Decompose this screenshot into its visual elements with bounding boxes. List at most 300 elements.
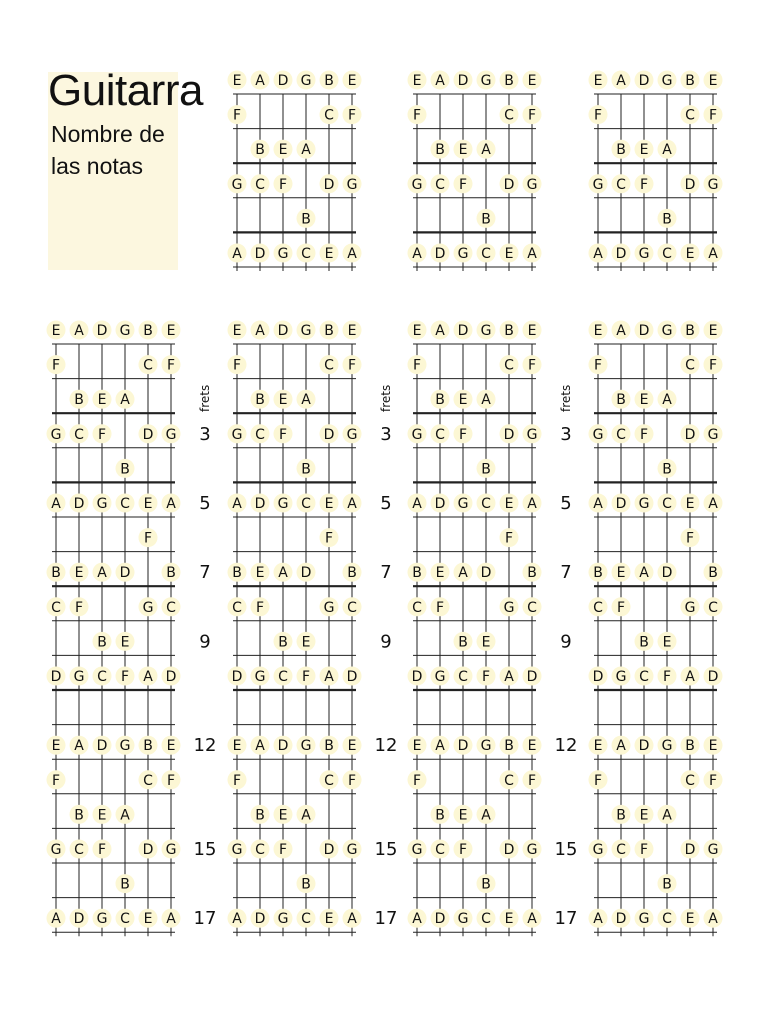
top-fretboard-2 <box>408 71 542 272</box>
note-label: A <box>527 911 537 928</box>
note-label: G <box>661 323 673 339</box>
note-label: F <box>301 669 311 685</box>
note-label: F <box>708 357 718 374</box>
note-label: A <box>593 496 603 512</box>
note-label: E <box>347 738 357 755</box>
note-label: A <box>616 323 626 339</box>
subtitle-line-1: Nombre de <box>51 121 165 147</box>
note-label: C <box>166 599 176 616</box>
fret-number: 17 <box>554 908 578 930</box>
note-label: G <box>434 669 446 685</box>
note-label: B <box>481 876 491 893</box>
note-label: C <box>662 246 672 262</box>
note-label: F <box>639 426 649 443</box>
fret-number: 7 <box>199 562 211 584</box>
note-label: E <box>593 738 603 755</box>
note-label: A <box>435 323 445 339</box>
note-label: C <box>504 357 514 374</box>
note-label: F <box>527 772 537 789</box>
note-label: A <box>74 323 84 339</box>
note-label: D <box>526 669 538 685</box>
note-label: E <box>324 911 334 928</box>
note-label: G <box>119 323 131 339</box>
note-label: E <box>51 323 61 339</box>
note-label: E <box>593 73 603 89</box>
note-label: B <box>301 461 311 478</box>
note-label: D <box>503 842 515 858</box>
frets-label: frets <box>559 384 573 412</box>
note-label: C <box>616 176 626 193</box>
note-label: G <box>300 323 312 339</box>
note-label: G <box>592 842 604 858</box>
note-label: A <box>708 911 718 928</box>
note-label: F <box>232 107 242 124</box>
top-fretboard-3 <box>589 71 723 272</box>
note-label: E <box>639 807 649 824</box>
note-label: C <box>458 669 468 685</box>
note-label: B <box>324 738 334 755</box>
note-label: A <box>232 911 242 928</box>
note-label: A <box>662 392 672 409</box>
note-label: F <box>232 772 242 789</box>
note-label: D <box>142 426 154 443</box>
note-label: E <box>166 323 176 339</box>
note-label: D <box>277 73 289 89</box>
note-label: E <box>616 565 626 582</box>
note-label: F <box>708 107 718 124</box>
note-label: G <box>300 738 312 755</box>
note-label: G <box>50 426 62 443</box>
note-label: B <box>143 323 153 339</box>
note-label: D <box>165 669 177 685</box>
note-label: A <box>51 911 61 928</box>
note-label: A <box>481 392 491 409</box>
note-label: A <box>412 496 422 512</box>
note-label: C <box>143 357 153 374</box>
note-label: G <box>119 738 131 755</box>
note-label: E <box>278 392 288 409</box>
note-label: C <box>324 772 334 789</box>
note-label: D <box>684 176 696 193</box>
note-label: G <box>411 176 423 193</box>
note-label: C <box>301 246 311 262</box>
note-label: F <box>166 772 176 789</box>
note-label: F <box>616 599 626 616</box>
note-label: F <box>639 176 649 193</box>
note-label: G <box>638 246 650 262</box>
fret-number: 12 <box>193 735 217 757</box>
note-label: B <box>481 461 491 478</box>
note-label: E <box>504 911 514 928</box>
fret-number: 9 <box>199 631 211 653</box>
note-label: B <box>504 323 514 339</box>
note-label: B <box>616 392 626 409</box>
note-label: C <box>662 496 672 512</box>
note-label: C <box>232 599 242 616</box>
note-label: B <box>255 142 265 159</box>
note-label: E <box>435 565 445 582</box>
note-label: F <box>708 772 718 789</box>
note-label: C <box>412 599 422 616</box>
note-label: G <box>526 426 538 443</box>
fret-number: 7 <box>380 562 392 584</box>
note-label: B <box>97 634 107 651</box>
note-label: C <box>527 599 537 616</box>
note-label: B <box>593 565 603 582</box>
note-label: D <box>96 323 108 339</box>
note-label: A <box>255 738 265 755</box>
note-label: A <box>278 565 288 582</box>
note-label: D <box>684 842 696 858</box>
note-label: E <box>504 246 514 262</box>
note-label: E <box>685 246 695 262</box>
note-label: G <box>457 246 469 262</box>
note-label: E <box>708 323 718 339</box>
note-label: E <box>458 142 468 159</box>
note-label: B <box>685 738 695 755</box>
note-label: B <box>435 142 445 159</box>
note-label: E <box>143 496 153 512</box>
note-label: E <box>166 738 176 755</box>
note-label: D <box>254 246 266 262</box>
note-label: B <box>120 461 130 478</box>
note-label: B <box>435 807 445 824</box>
note-label: F <box>504 530 514 547</box>
note-label: D <box>434 911 446 928</box>
note-label: E <box>527 73 537 89</box>
fret-number: 15 <box>554 839 578 860</box>
note-label: E <box>708 73 718 89</box>
note-label: E <box>412 323 422 339</box>
note-label: D <box>638 323 650 339</box>
note-label: E <box>347 73 357 89</box>
top-fretboard-1 <box>228 71 362 272</box>
note-label: G <box>231 426 243 443</box>
frets-label: frets <box>198 384 212 412</box>
note-label: A <box>97 565 107 582</box>
note-label: F <box>278 426 288 443</box>
note-label: D <box>707 669 719 685</box>
note-label: F <box>97 842 107 858</box>
note-label: F <box>527 357 537 374</box>
note-label: C <box>143 772 153 789</box>
note-label: C <box>504 772 514 789</box>
fret-number: 5 <box>199 493 211 514</box>
note-label: C <box>255 426 265 443</box>
note-label: G <box>638 496 650 512</box>
note-label: D <box>346 669 358 685</box>
note-label: A <box>639 565 649 582</box>
note-label: C <box>481 496 491 512</box>
fret-number: 15 <box>374 839 398 860</box>
note-label: A <box>347 496 357 512</box>
note-label: G <box>480 738 492 755</box>
note-label: D <box>615 911 627 928</box>
note-label: F <box>347 357 357 374</box>
note-label: E <box>301 634 311 651</box>
note-label: E <box>458 807 468 824</box>
note-label: D <box>503 176 515 193</box>
note-label: G <box>73 669 85 685</box>
note-label: G <box>457 911 469 928</box>
note-label: C <box>51 599 61 616</box>
note-label: D <box>277 738 289 755</box>
note-label: D <box>73 911 85 928</box>
note-label: A <box>324 669 334 685</box>
subtitle-line-2: las notas <box>51 153 144 179</box>
note-label: D <box>254 496 266 512</box>
note-label: E <box>232 73 242 89</box>
note-label: B <box>347 565 357 582</box>
note-label: A <box>616 73 626 89</box>
note-label: E <box>324 246 334 262</box>
note-label: C <box>97 669 107 685</box>
note-label: D <box>73 496 85 512</box>
fret-number: 17 <box>374 908 398 930</box>
note-label: G <box>142 599 154 616</box>
note-label: B <box>324 73 334 89</box>
note-label: E <box>278 142 288 159</box>
note-label: C <box>120 496 130 512</box>
note-label: A <box>347 911 357 928</box>
note-label: E <box>232 323 242 339</box>
full-fretboard-4 <box>589 321 723 937</box>
note-label: G <box>96 911 108 928</box>
note-label: D <box>323 426 335 443</box>
note-label: B <box>255 392 265 409</box>
note-label: G <box>503 599 515 616</box>
note-label: C <box>301 496 311 512</box>
note-label: D <box>96 738 108 755</box>
note-label: D <box>457 323 469 339</box>
note-label: B <box>662 211 672 228</box>
note-label: B <box>458 634 468 651</box>
note-label: G <box>346 426 358 443</box>
note-label: G <box>457 496 469 512</box>
note-label: F <box>232 357 242 374</box>
note-label: E <box>458 392 468 409</box>
note-label: B <box>685 323 695 339</box>
note-label: A <box>255 323 265 339</box>
note-label: C <box>74 842 84 858</box>
note-label: B <box>527 565 537 582</box>
note-label: G <box>254 669 266 685</box>
note-label: B <box>324 323 334 339</box>
note-label: A <box>301 142 311 159</box>
note-label: B <box>504 738 514 755</box>
fret-number: 7 <box>560 562 572 584</box>
note-label: D <box>142 842 154 858</box>
note-label: C <box>481 246 491 262</box>
note-label: E <box>255 565 265 582</box>
note-label: A <box>504 669 514 685</box>
note-label: A <box>232 246 242 262</box>
note-label: B <box>74 807 84 824</box>
note-label: D <box>684 426 696 443</box>
note-label: D <box>638 73 650 89</box>
note-label: A <box>481 142 491 159</box>
note-label: F <box>662 669 672 685</box>
note-label: A <box>301 807 311 824</box>
note-label: E <box>527 323 537 339</box>
note-label: G <box>592 176 604 193</box>
note-label: A <box>120 807 130 824</box>
note-label: F <box>593 357 603 374</box>
page-title: Guitarra <box>48 66 203 115</box>
note-label: B <box>74 392 84 409</box>
note-label: C <box>255 842 265 858</box>
fret-number: 3 <box>199 423 211 445</box>
note-label: C <box>685 107 695 124</box>
note-label: G <box>661 73 673 89</box>
note-label: A <box>662 142 672 159</box>
note-label: F <box>255 599 265 616</box>
note-label: C <box>662 911 672 928</box>
note-label: E <box>662 634 672 651</box>
note-label: E <box>120 634 130 651</box>
note-label: G <box>231 176 243 193</box>
note-label: A <box>166 496 176 512</box>
note-label: D <box>277 323 289 339</box>
note-label: A <box>435 73 445 89</box>
fret-number: 3 <box>560 423 572 445</box>
note-label: D <box>434 246 446 262</box>
note-label: B <box>166 565 176 582</box>
note-label: F <box>412 357 422 374</box>
note-label: F <box>278 842 288 858</box>
note-label: D <box>457 738 469 755</box>
note-label: F <box>458 426 468 443</box>
note-label: F <box>458 842 468 858</box>
note-label: E <box>593 323 603 339</box>
note-label: A <box>435 738 445 755</box>
note-label: C <box>278 669 288 685</box>
note-label: F <box>166 357 176 374</box>
note-label: G <box>277 911 289 928</box>
full-fretboard-2 <box>228 321 362 937</box>
note-label: G <box>638 911 650 928</box>
note-label: F <box>481 669 491 685</box>
note-label: F <box>527 107 537 124</box>
note-label: D <box>411 669 423 685</box>
note-label: C <box>616 426 626 443</box>
note-label: C <box>347 599 357 616</box>
note-label: B <box>662 461 672 478</box>
note-label: G <box>707 426 719 443</box>
note-label: F <box>639 842 649 858</box>
note-label: B <box>685 73 695 89</box>
note-label: E <box>639 142 649 159</box>
note-label: E <box>347 323 357 339</box>
note-label: B <box>143 738 153 755</box>
note-label: F <box>458 176 468 193</box>
note-label: E <box>685 911 695 928</box>
note-label: B <box>504 73 514 89</box>
note-label: A <box>527 246 537 262</box>
note-label: G <box>707 842 719 858</box>
note-label: B <box>301 876 311 893</box>
note-label: D <box>323 842 335 858</box>
note-label: G <box>526 842 538 858</box>
note-label: G <box>707 176 719 193</box>
note-label: A <box>301 392 311 409</box>
note-label: A <box>662 807 672 824</box>
note-label: C <box>435 426 445 443</box>
note-label: G <box>323 599 335 616</box>
note-label: G <box>480 73 492 89</box>
fret-number: 12 <box>374 735 398 757</box>
note-label: B <box>51 565 61 582</box>
note-label: G <box>592 426 604 443</box>
note-label: F <box>143 530 153 547</box>
note-label: A <box>347 246 357 262</box>
note-label: B <box>255 807 265 824</box>
note-label: G <box>480 323 492 339</box>
note-label: F <box>435 599 445 616</box>
note-label: B <box>120 876 130 893</box>
note-label: C <box>324 107 334 124</box>
note-label: D <box>503 426 515 443</box>
note-label: B <box>278 634 288 651</box>
note-label: G <box>231 842 243 858</box>
note-label: C <box>639 669 649 685</box>
note-label: F <box>51 772 61 789</box>
note-label: E <box>639 392 649 409</box>
note-label: F <box>685 530 695 547</box>
note-label: E <box>51 738 61 755</box>
note-label: C <box>74 426 84 443</box>
note-label: D <box>254 911 266 928</box>
note-label: G <box>277 496 289 512</box>
note-label: D <box>323 176 335 193</box>
note-label: G <box>277 246 289 262</box>
fret-number: 9 <box>560 631 572 653</box>
note-label: B <box>639 634 649 651</box>
note-label: G <box>300 73 312 89</box>
note-label: F <box>74 599 84 616</box>
note-label: A <box>616 738 626 755</box>
note-label: A <box>593 911 603 928</box>
note-label: A <box>527 496 537 512</box>
note-label: A <box>481 807 491 824</box>
note-label: G <box>96 496 108 512</box>
note-label: D <box>615 496 627 512</box>
note-label: D <box>231 669 243 685</box>
note-label: E <box>504 496 514 512</box>
note-label: F <box>324 530 334 547</box>
note-label: F <box>347 772 357 789</box>
note-label: F <box>120 669 130 685</box>
note-label: D <box>592 669 604 685</box>
note-label: C <box>301 911 311 928</box>
note-label: F <box>412 107 422 124</box>
full-fretboard-1 <box>47 321 181 937</box>
note-label: D <box>480 565 492 582</box>
note-label: D <box>119 565 131 582</box>
note-label: G <box>411 426 423 443</box>
note-label: C <box>616 842 626 858</box>
note-label: G <box>165 842 177 858</box>
note-label: B <box>708 565 718 582</box>
note-label: A <box>255 73 265 89</box>
fret-number: 3 <box>380 423 392 445</box>
note-label: C <box>255 176 265 193</box>
note-label: D <box>300 565 312 582</box>
note-label: B <box>662 876 672 893</box>
note-label: F <box>51 357 61 374</box>
note-label: E <box>143 911 153 928</box>
note-label: D <box>615 246 627 262</box>
